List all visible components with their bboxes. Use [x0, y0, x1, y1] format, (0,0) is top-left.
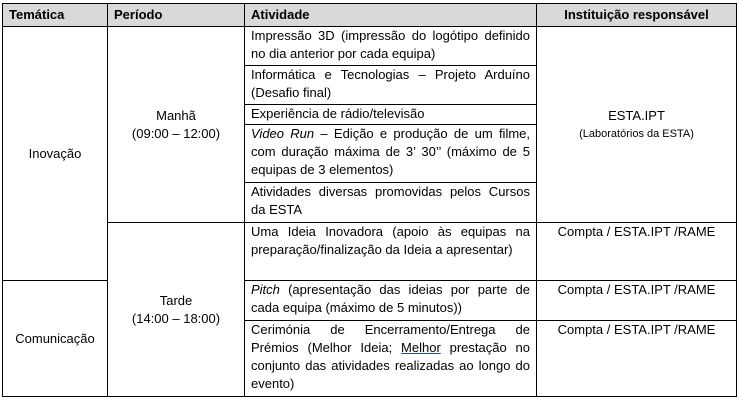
periodo-tarde [108, 223, 245, 397]
periodo-manha-hours: (09:00 – 12:00) [131, 125, 221, 141]
atividade-informatica: Informática e Tecnologias – Projeto Arduíno (Desafio final) [245, 66, 537, 105]
header-atividade: Atividade [245, 4, 537, 27]
instituicao-compta-1: Compta / ESTA.IPT /RAME [537, 223, 737, 281]
atividade-encerramento [245, 321, 537, 397]
instituicao-compta-3: Compta / ESTA.IPT /RAME [537, 321, 737, 397]
instituicao-esta [537, 27, 737, 223]
header-instituicao: Instituição responsável [537, 4, 737, 27]
video-run-desc: – Edição e produção de um filme, com duração máxima de 3’ 30’’ (máximo de 5 equipas de 3 elementos) [251, 126, 530, 177]
pitch-desc: (apresentação das ideias por parte de cada equipa (máximo de 5 minutos)) [251, 282, 530, 315]
atividade-ideia-inovadora: Uma Ideia Inovadora (apoio às equipas na preparação/finalização da Ideia a apresentar) [245, 223, 537, 281]
periodo-tarde-label: Tarde [159, 292, 193, 308]
encerramento-underlined: Melhor [401, 340, 441, 355]
instituicao-compta-2: Compta / ESTA.IPT /RAME [537, 281, 737, 321]
header-periodo: Período [108, 4, 245, 27]
atividade-impressao-3d: Impressão 3D (impressão do logótipo definido no dia anterior por cada equipa) [245, 27, 537, 66]
instituicao-esta-name: ESTA.IPT [608, 107, 665, 123]
pitch-title: Pitch [251, 282, 280, 297]
schedule-table [2, 3, 737, 397]
instituicao-esta-sub: (Laboratórios da ESTA) [579, 127, 694, 140]
table-row [3, 223, 737, 281]
atividade-pitch [245, 281, 537, 321]
tematica-comunicacao: Comunicação [3, 281, 108, 397]
header-tematica: Temática [3, 4, 108, 27]
tematica-inovacao: Inovação [3, 27, 108, 281]
header-row [3, 4, 737, 27]
video-run-title: Video Run [251, 126, 315, 141]
periodo-manha [108, 27, 245, 223]
atividade-radio-tv: Experiência de rádio/televisão [245, 105, 537, 125]
encerramento-pre: Cerimónia de Encerramento/Entrega de Prémios (Melhor Ideia; [251, 322, 530, 355]
periodo-manha-label: Manhã [156, 107, 196, 123]
table-row [3, 27, 737, 66]
encerramento-post: prestação no conjunto das atividades realizadas ao longo do evento) [251, 340, 530, 391]
atividade-video-run [245, 125, 537, 183]
periodo-tarde-hours: (14:00 – 18:00) [131, 310, 221, 326]
atividade-cursos-esta: Atividades diversas promovidas pelos Cursos da ESTA [245, 183, 537, 223]
